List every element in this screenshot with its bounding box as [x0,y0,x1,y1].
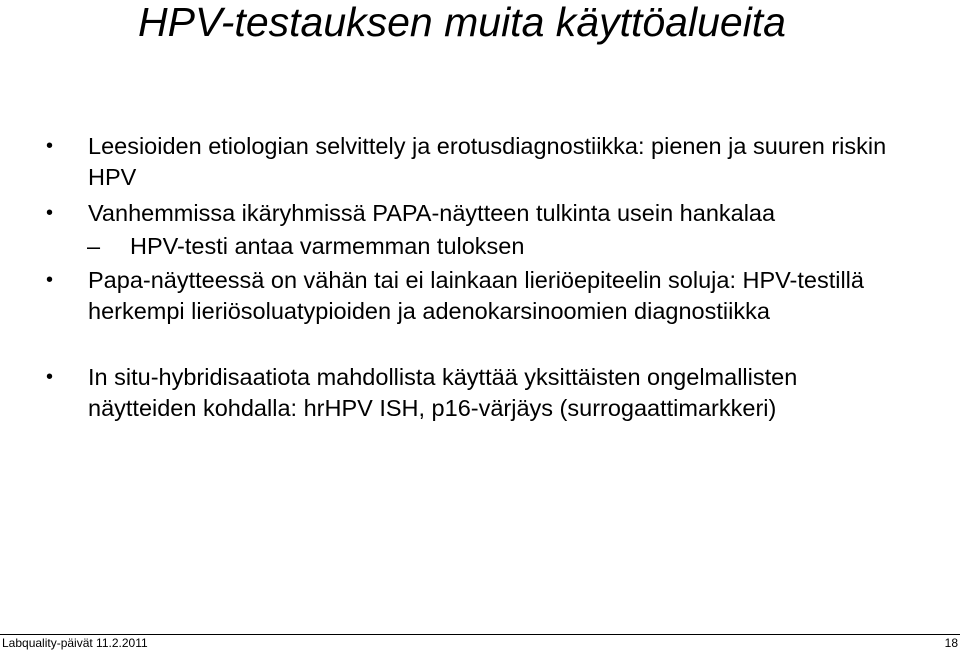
bullet-text: Leesioiden etiologian selvittely ja erotusdiagnostiikka: pienen ja suuren riskin HPV [88,133,887,190]
bullet-item [46,362,908,423]
slide-title: HPV-testauksen muita käyttöalueita [138,0,786,45]
bullet-dot: • [46,135,54,157]
bullet-text: Papa-näytteessä on vähän tai ei lainkaan lieriöepiteelin soluja: HPV-testillä herkempi lieriösoluatypioiden ja adenokarsinoomien diagnostiikka [88,267,864,324]
sub-bullet-dash: – [87,233,101,259]
bullet-item [46,131,908,192]
bullet-text: Vanhemmissa ikäryhmissä PAPA-näytteen tulkinta usein hankalaa [88,200,776,226]
bullet-dot: • [46,366,54,388]
page-number: 18 [944,636,958,650]
bullet-item [46,198,908,229]
footer-event-label: Labquality-päivät 11.2.2011 [2,636,148,650]
bullet-dot: • [46,202,54,224]
bullet-text: In situ-hybridisaatiota mahdollista käyttää yksittäisten ongelmallisten näytteiden kohdalla: hrHPV ISH, p16-värjäys (surrogaattimarkkeri) [88,364,798,421]
footer-divider [0,634,960,635]
sub-bullet-item [87,231,525,262]
bullet-dot: • [46,269,54,291]
bullet-item [46,265,908,326]
sub-bullet-text: HPV-testi antaa varmemman tuloksen [130,233,525,259]
